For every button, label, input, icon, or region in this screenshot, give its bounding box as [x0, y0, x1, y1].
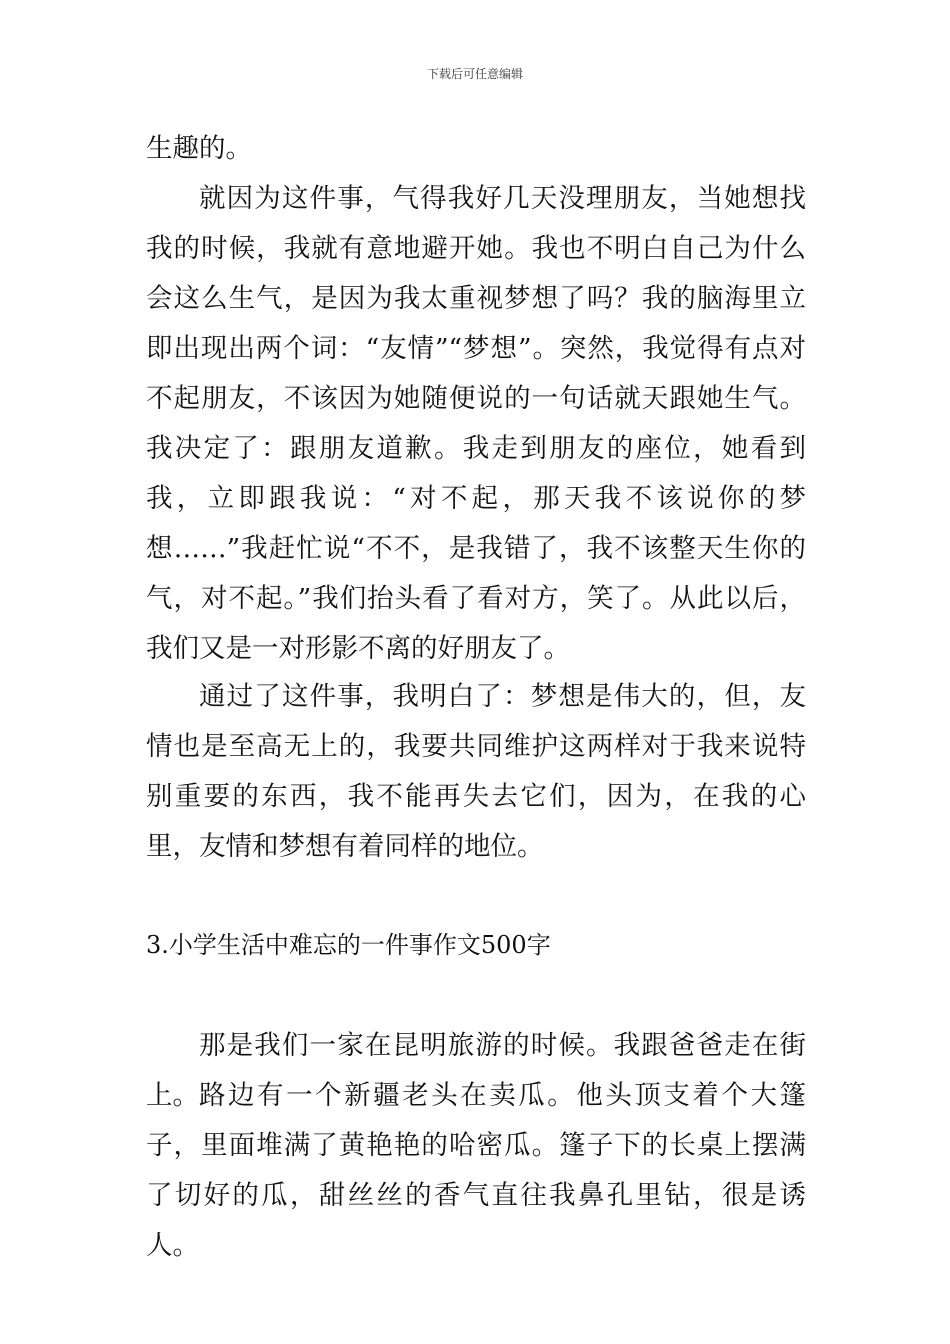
paragraph-text: 通过了这件事，我明白了：梦想是伟大的，但，友情也是至高无上的，我要共同维护这两样对于我来说特别重要的东西，我不能再失去它们，因为，在我的心里，友情和梦想有着同样的地位。: [146, 681, 806, 862]
paragraph-continuation: [146, 124, 806, 174]
paragraph-text: 路边有一个新疆老头在卖瓜。他头顶支着个大篷子，里面堆满了黄艳艳的哈密瓜。篷子下的长桌上摆满了切好的瓜，甜丝丝的香气直往我鼻孔里钻，很是诱人。: [146, 1080, 806, 1261]
paragraph-text: 就因为这件事，气得我好几天没理朋友，当她想找我的时候，我就有意地避开她。我也不明白自己为什么会这么生气，是因为我太重视梦想了吗？我的脑海里立即出现出两个词：“友情”“梦想”。突然，我觉得有点对不起朋友，不该因为她随便说的一句话就天跟她生气。我决定了：跟朋友道歉。我走到朋友的座位，她看到我，立即跟我说：“对不起，那天我不该说你的梦想……”我赶忙说“不不，是我错了，我不该整天生你的气，对不起。”我们抬头看了看对方，笑了。从此以后，我们又是一对形影不离的好朋友了。: [146, 183, 806, 664]
paragraph-text: 那是我们一家在昆明旅游的时候。我跟爸爸走在街上。: [146, 1030, 806, 1111]
page-header-note: 下载后可任意编辑: [426, 67, 523, 81]
section-heading: 3.小学生活中难忘的一件事作文500字: [146, 931, 551, 959]
paragraph-melon-seller: [146, 1071, 806, 1271]
paragraph-friendship-story: [146, 174, 806, 674]
paragraph-text: 生趣的。: [146, 133, 252, 164]
paragraph-conclusion: [146, 672, 806, 872]
